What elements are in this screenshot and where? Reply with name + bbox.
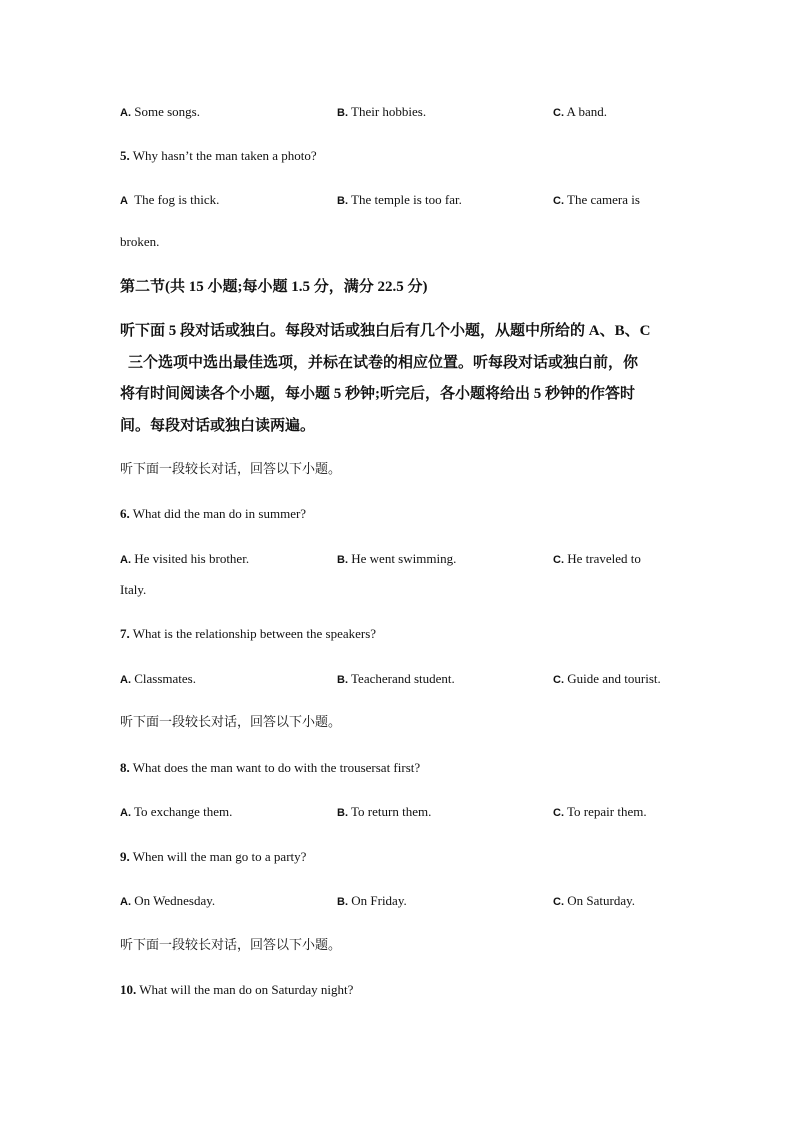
q6-option-c: [553, 550, 641, 569]
question-number: 5.: [120, 148, 130, 163]
option-letter: B.: [337, 674, 348, 686]
question-text: What will the man do on Saturday night?: [139, 982, 354, 997]
option-letter: B.: [337, 107, 348, 119]
option-letter: B.: [337, 554, 348, 566]
instruction-line: 将有时间阅读各个小题，每小题 5 秒钟;听完后，各小题将给出 5 秒钟的作答时: [120, 386, 635, 402]
q8-question: [120, 759, 420, 777]
q6-option-c-continued: Italy.: [120, 582, 147, 597]
option-text: To exchange them.: [134, 804, 233, 819]
q7-option-a: [120, 670, 196, 689]
option-text: On Wednesday.: [134, 893, 216, 908]
q10-question: [120, 981, 353, 999]
option-letter: B.: [337, 807, 348, 819]
option-letter: A: [120, 195, 128, 207]
option-text: Classmates.: [134, 671, 196, 686]
option-text: He visited his brother.: [134, 551, 250, 566]
q9-option-a: [120, 892, 215, 911]
q4-option-a: [120, 103, 200, 122]
question-text: What did the man do in summer?: [132, 506, 307, 521]
q5-option-b: [337, 191, 462, 210]
question-number: 10.: [120, 982, 137, 997]
option-letter: A.: [120, 107, 131, 119]
option-letter: A.: [120, 807, 131, 819]
q6-option-a: [120, 550, 249, 569]
question-number: 6.: [120, 506, 130, 521]
q5-option-a: [120, 191, 219, 210]
section-instructions: [120, 316, 700, 442]
question-number: 9.: [120, 849, 130, 864]
q7-option-b: [337, 670, 455, 689]
question-text: What does the man want to do with the trousersat first?: [132, 760, 421, 775]
q8-option-b: [337, 803, 431, 822]
option-letter: C.: [553, 807, 564, 819]
instruction-line: 三个选项中选出最佳选项，并标在试卷的相应位置。听每段对话或独白前，你: [128, 354, 639, 371]
instruction-line: 间。每段对话或独白读两遍。: [120, 417, 316, 434]
option-text: To repair them.: [567, 804, 647, 819]
option-text: He traveled to: [567, 551, 641, 566]
option-letter: A.: [120, 554, 131, 566]
option-text: Guide and tourist.: [567, 671, 661, 686]
section-title: 第二节(共 15 小题;每小题 1.5 分，满分 22.5 分): [120, 279, 428, 295]
question-number: 7.: [120, 626, 130, 641]
option-letter: B.: [337, 896, 348, 908]
option-text: He went swimming.: [351, 551, 457, 566]
option-letter: B.: [337, 195, 348, 207]
question-text: Why hasn’t the man taken a photo?: [132, 148, 317, 163]
question-number: 8.: [120, 760, 130, 775]
option-letter: A.: [120, 896, 131, 908]
instruction-line: 听下面 5 段对话或独白。每段对话或独白后有几个小题，从题中所给的 A、B、C: [120, 323, 651, 339]
dialogue-intro: 听下面一段较长对话，回答以下小题。: [120, 938, 342, 953]
option-letter: C.: [553, 107, 564, 119]
q8-option-c: [553, 803, 647, 822]
option-text: Some songs.: [134, 104, 200, 119]
option-letter: C.: [553, 195, 564, 207]
q7-question: [120, 625, 376, 643]
option-text: To return them.: [351, 804, 432, 819]
option-text: The fog is thick.: [134, 192, 220, 207]
dialogue-intro: 听下面一段较长对话，回答以下小题。: [120, 715, 342, 730]
q6-question: [120, 505, 306, 523]
option-text: Their hobbies.: [351, 104, 427, 119]
option-text: The temple is too far.: [351, 192, 462, 207]
q9-option-c: [553, 892, 635, 911]
q4-option-b: [337, 103, 426, 122]
q5-question: [120, 147, 317, 165]
option-text: Teacherand student.: [351, 671, 455, 686]
option-letter: C.: [553, 674, 564, 686]
dialogue-intro: 听下面一段较长对话，回答以下小题。: [120, 462, 342, 477]
option-letter: C.: [553, 896, 564, 908]
option-text: On Friday.: [351, 893, 407, 908]
q5-option-c-continued: broken.: [120, 234, 160, 249]
q6-option-b: [337, 550, 456, 569]
option-letter: A.: [120, 674, 131, 686]
option-letter: C.: [553, 554, 564, 566]
q9-question: [120, 848, 306, 866]
option-text: On Saturday.: [567, 893, 636, 908]
q7-option-c: [553, 670, 661, 689]
q9-option-b: [337, 892, 407, 911]
q5-option-c: [553, 191, 640, 210]
question-text: What is the relationship between the speakers?: [132, 626, 377, 641]
option-text: The camera is: [567, 192, 640, 207]
question-text: When will the man go to a party?: [132, 849, 307, 864]
option-text: A band.: [566, 104, 607, 119]
q4-option-c: [553, 103, 607, 122]
q8-option-a: [120, 803, 232, 822]
